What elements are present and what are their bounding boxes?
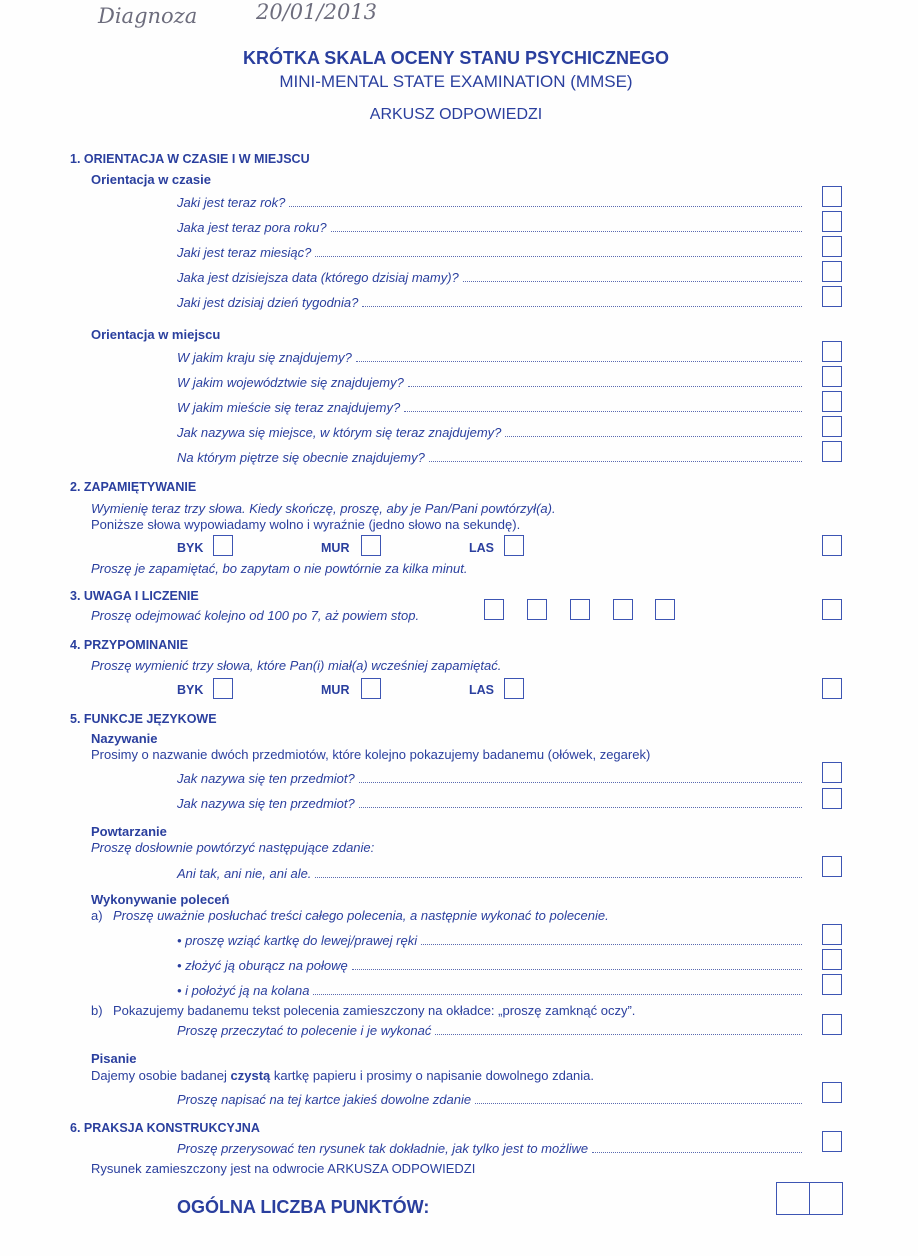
score-box[interactable] (822, 924, 842, 945)
drawing-task: Proszę przerysować ten rysunek tak dokładnie, jak tylko jest to możliwe (177, 1141, 802, 1156)
handwritten-diagnosis: Diagnoza (98, 4, 198, 28)
score-box[interactable] (822, 416, 842, 437)
score-box[interactable] (822, 1082, 842, 1103)
word-box[interactable] (361, 678, 381, 699)
form-title: KRÓTKA SKALA OCENY STANU PSYCHICZNEGO (242, 48, 670, 68)
score-box[interactable] (822, 186, 842, 207)
section-4-heading: 4. PRZYPOMINANIE (70, 638, 189, 652)
score-box[interactable] (822, 762, 842, 783)
question-floor: Na którym piętrze się obecnie znajdujemy? (177, 450, 802, 465)
naming-label: Nazywanie (91, 731, 158, 746)
place-orientation-label: Orientacja w miejscu (91, 327, 221, 342)
question-object-1: Jak nazywa się ten przedmiot? (177, 771, 802, 786)
naming-instruction: Prosimy o nazwanie dwóch przedmiotów, które kolejno pokazujemy badanemu (ołówek, zegarek) (91, 747, 651, 762)
score-box[interactable] (822, 949, 842, 970)
score-box[interactable] (822, 391, 842, 412)
recall-instruction: Proszę wymienić trzy słowa, które Pan(i) miał(a) wcześniej zapamiętać. (91, 658, 502, 673)
answer-sheet-title: ARKUSZ ODPOWIEDZI (369, 106, 543, 123)
question-month: Jaki jest teraz miesiąc? (177, 245, 802, 260)
commands-a-instruction: Proszę uważnie posłuchać treści całego polecenia, a następnie wykonać to polecenie. (113, 908, 609, 923)
question-city: W jakim mieście się teraz znajdujemy? (177, 400, 802, 415)
registration-reminder: Proszę je zapamiętać, bo zapytam o nie powtórnie za kilka minut. (91, 561, 468, 576)
word-label: MUR (321, 541, 350, 555)
score-box[interactable] (822, 261, 842, 282)
word-label: MUR (321, 683, 350, 697)
command-put-on-knees: • i położyć ją na kolana (177, 983, 802, 998)
score-box[interactable] (822, 286, 842, 307)
repetition-label: Powtarzanie (91, 824, 167, 839)
question-date: Jaka jest dzisiejsza data (którego dzisiaj mamy)? (177, 270, 802, 285)
repetition-instruction: Proszę dosłownie powtórzyć następujące zdanie: (91, 840, 375, 855)
section-6-heading: 6. PRAKSJA KONSTRUKCYJNA (70, 1121, 260, 1135)
score-box[interactable] (822, 236, 842, 257)
registration-instruction: Wymienię teraz trzy słowa. Kiedy skończę, proszę, aby je Pan/Pani powtórzył(a). (91, 501, 556, 516)
section-3-heading: 3. UWAGA I LICZENIE (70, 589, 199, 603)
word-box[interactable] (213, 535, 233, 556)
repetition-phrase: Ani tak, ani nie, ani ale. (177, 866, 802, 881)
word-label: BYK (177, 541, 204, 555)
word-label: BYK (177, 683, 204, 697)
commands-b-instruction: Pokazujemy badanemu tekst polecenia zamieszczony na okładce: „proszę zamknąć oczy”. (113, 1003, 636, 1018)
serial-sevens-instruction: Proszę odejmować kolejno od 100 po 7, aż powiem stop. (91, 608, 420, 623)
word-label: LAS (469, 541, 494, 555)
score-box[interactable] (822, 535, 842, 556)
score-box[interactable] (822, 211, 842, 232)
subtraction-box[interactable] (655, 599, 675, 620)
question-weekday: Jaki jest dzisiaj dzień tygodnia? (177, 295, 802, 310)
subtraction-box[interactable] (527, 599, 547, 620)
total-score-box[interactable] (776, 1182, 843, 1215)
score-box[interactable] (822, 1131, 842, 1152)
score-box[interactable] (822, 341, 842, 362)
question-year: Jaki jest teraz rok? (177, 195, 802, 210)
subtraction-box[interactable] (613, 599, 633, 620)
drawing-note: Rysunek zamieszczony jest na odwrocie ARKUSZA ODPOWIEDZI (91, 1161, 476, 1176)
registration-note: Poniższe słowa wypowiadamy wolno i wyraźnie (jedno słowo na sekundę). (91, 517, 521, 532)
commands-label: Wykonywanie poleceń (91, 892, 230, 907)
word-box[interactable] (361, 535, 381, 556)
score-box[interactable] (822, 441, 842, 462)
word-box[interactable] (504, 678, 524, 699)
commands-b-letter: b) (91, 1003, 103, 1018)
score-box[interactable] (822, 1014, 842, 1035)
question-province: W jakim województwie się znajdujemy? (177, 375, 802, 390)
score-box[interactable] (822, 366, 842, 387)
question-country: W jakim kraju się znajdujemy? (177, 350, 802, 365)
writing-task: Proszę napisać na tej kartce jakieś dowolne zdanie (177, 1092, 802, 1107)
score-box[interactable] (822, 974, 842, 995)
command-fold-paper: • złożyć ją oburącz na połowę (177, 958, 802, 973)
word-box[interactable] (213, 678, 233, 699)
section-2-heading: 2. ZAPAMIĘTYWANIE (70, 480, 197, 494)
subtraction-box[interactable] (484, 599, 504, 620)
question-season: Jaka jest teraz pora roku? (177, 220, 802, 235)
commands-a-letter: a) (91, 908, 103, 923)
score-box[interactable] (822, 678, 842, 699)
writing-label: Pisanie (91, 1051, 137, 1066)
score-box[interactable] (822, 856, 842, 877)
total-score-label: OGÓLNA LICZBA PUNKTÓW: (177, 1197, 430, 1217)
question-object-2: Jak nazywa się ten przedmiot? (177, 796, 802, 811)
score-box[interactable] (822, 599, 842, 620)
word-label: LAS (469, 683, 494, 697)
time-orientation-label: Orientacja w czasie (91, 172, 211, 187)
score-box[interactable] (822, 788, 842, 809)
section-5-heading: 5. FUNKCJE JĘZYKOWE (70, 712, 217, 726)
writing-instruction: Dajemy osobie badanej czystą kartkę papieru i prosimy o napisanie dowolnego zdania. (91, 1068, 595, 1083)
reading-task: Proszę przeczytać to polecenie i je wykonać (177, 1023, 802, 1038)
question-place: Jak nazywa się miejsce, w którym się teraz znajdujemy? (177, 425, 802, 440)
subtraction-box[interactable] (570, 599, 590, 620)
word-box[interactable] (504, 535, 524, 556)
command-take-paper: • proszę wziąć kartkę do lewej/prawej ręki (177, 933, 802, 948)
handwritten-date: 20/01/2013 (256, 0, 378, 24)
section-1-heading: 1. ORIENTACJA W CZASIE I W MIEJSCU (70, 152, 310, 166)
form-subtitle: MINI-MENTAL STATE EXAMINATION (MMSE) (279, 72, 633, 91)
